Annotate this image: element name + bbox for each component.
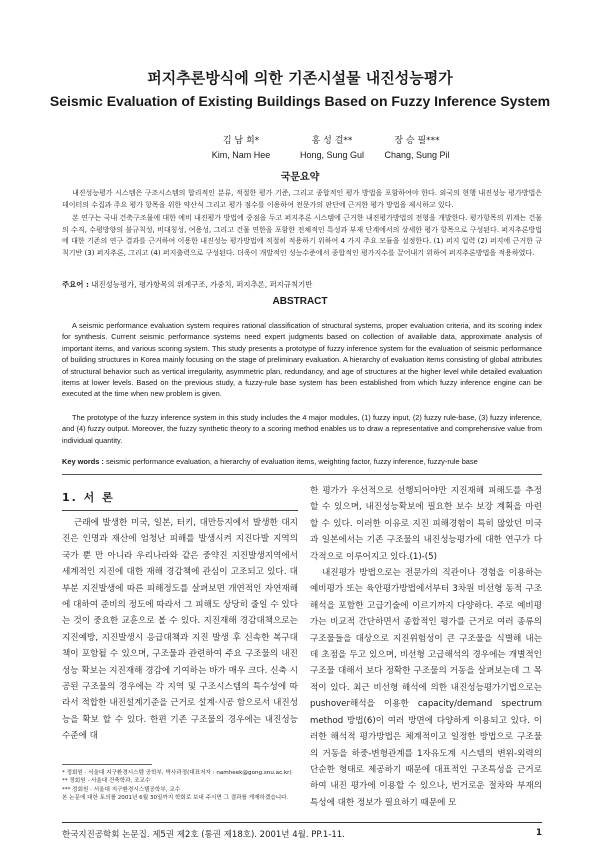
footnote-1: * 정회원 · 서울대 지구환경시스템 공학부, 박사과정(대표저자 : namheek@gong.snu.ac.kr) bbox=[62, 770, 292, 776]
section-divider bbox=[62, 474, 542, 475]
author-2-en: Hong, Sung Gul bbox=[299, 150, 365, 160]
footer-rule bbox=[62, 822, 542, 823]
footnote-rule bbox=[62, 764, 152, 765]
title-english: Seismic Evaluation of Existing Buildings Based on Fuzzy Inference System bbox=[49, 93, 551, 109]
keywords-en-text: seismic performance evaluation, a hierarchy of evaluation items, weighting factor, fuzzy inference, fuzzy-rule base bbox=[105, 457, 478, 466]
abstract-ko-paragraph-1: 내진성능평가 시스템은 구조시스템의 합리적인 분류, 적절한 평가 기준, 그리고 종합적인 평가 방법을 포함하여야 한다. 외국의 현행 내진성능 평가방법은 데이터의 수집과 주요 평가 항목을 위한 약산식 그리고 평가 점수를 이용하여 전문가의 판단에 근거한 평가 방법을 제시하고 있다. bbox=[62, 189, 542, 209]
abstract-en-heading: ABSTRACT bbox=[272, 296, 328, 307]
footnotes bbox=[62, 769, 298, 803]
abstract-en-paragraph-1: A seismic performance evaluation system requires rational classification of structural systems, proper evaluation criteria, and its scoring index for synthesis. Current seismic performance systems need expert judgments based on collection of available data, approximate analysis of important items, and various scoring system. This study presents a prototype of fuzzy inference system for the evaluation of seismic performance of building structures in Korea mainly focusing on the stage of preliminary evaluation. A hierarchy of evaluation items consisting of global attributes of structural behavior such as vertical irregularity, asymmetric plan, redundancy, and age of structures at the higher level while detailed evaluation items at lower levels. Based on the previous study, a fuzzy-rule base system has been established from which fuzzy inference engine can be executed at the time when new problem is given. bbox=[62, 321, 542, 399]
abstract-en-paragraph-2: The prototype of the fuzzy inference system in this study includes the 4 major modules, (1) fuzzy input, (2) fuzzy rule-base, (3) fuzzy inference, and (4) fuzzy output. Moreover, the fuzzy synthetic theory to a scoring method enables us to draw a representative and comprehensive value from individual quantity. bbox=[62, 413, 542, 445]
left-column bbox=[62, 515, 298, 745]
intro-heading-underline bbox=[62, 510, 298, 511]
body-paragraph: 근래에 발생한 미국, 일본, 터키, 대만등지에서 발생한 대지진은 인명과 재산에 엄청난 피해를 발생시켜 지진다발 지역의 국가 뿐 만 아니라 우리나라와 같은 중약진 지진발생지역에서 세계적인 지진에 대한 재해 경감책에 관심이 고조되고 있다. 대부분 지진발생에 따른 피해정도를 살펴보면 개연적인 자연재해에 대하여 준비의 정도에 따라서 그 피해도 상당히 줄일 수 있다는 것이 중요한 교훈으로 볼 수 있다. 지진재해 경감대책으로는 지진예방, 지진발생시 응급대책과 지진 발생 후 신속한 복구대책이 포함될 수 있으며, 구조물과 관련하여 주요 구조물의 내진성능 확보는 지진재해 경감에 기여하는 바가 매우 크다. 신축 시공된 구조물의 경우에는 각 지역 및 구조시스템의 특수성에 따라서 적합한 내진설계기준을 근거로 설계·시공 함으로서 내진성능을 확보 할 수 있다. 한편 기존 구조물의 경우에는 내진성능 수준에 대 bbox=[62, 518, 298, 742]
right-column bbox=[310, 483, 542, 811]
author-1-en: Kim, Nam Hee bbox=[211, 150, 271, 160]
keywords-ko bbox=[62, 279, 542, 290]
keywords-en-label: Key words : bbox=[62, 457, 104, 466]
body-paragraph: 한 평가가 우선적으로 선행되어야만 지진재해 피해도를 추정할 수 있으며, 내진성능확보에 필요한 보수 보강 계획을 마련할 수 있다. 이러한 이유로 지진 피해경험이 특히 많았던 미국과 일본에서는 기존 구조물의 내진성능평가에 대한 연구가 다각적으로 이루어지고 있다.(1)-(5) bbox=[310, 486, 542, 562]
journal-footer: 한국지진공학회 논문집. 제5권 제2호 (통권 제18호). 2001년 4월. PP.1-11. bbox=[62, 830, 345, 840]
title-korean: 퍼지추론방식에 의한 기존시설물 내진성능평가 bbox=[147, 69, 453, 87]
keywords-ko-label: 주요어 : bbox=[62, 280, 89, 289]
author-3-en: Chang, Sung Pil bbox=[384, 150, 450, 160]
abstract-ko-heading: 국문요약 bbox=[280, 172, 320, 183]
footnote-3: *** 정회원 · 서울대 지구환경시스템공학부, 교수 bbox=[62, 786, 181, 793]
author-3 bbox=[362, 134, 472, 162]
author-3-ko: 장 승 필*** bbox=[394, 136, 440, 146]
author-2-ko: 홍 성 걸** bbox=[311, 136, 353, 146]
keywords-ko-text: 내진성능평가, 평가항목의 위계구조, 가중치, 퍼지추론, 퍼지규칙기반 bbox=[91, 280, 313, 289]
footnote-4: 본 논문에 대한 토의를 2001년 6월 30일까지 학회로 보내 주시면 그 결과를 게재하겠습니다. bbox=[62, 795, 289, 802]
page-number: 1 bbox=[536, 828, 542, 838]
keywords-en bbox=[62, 456, 542, 467]
author-1-ko: 김 남 희* bbox=[222, 136, 260, 146]
abstract-ko-paragraph-2: 본 연구는 국내 건축구조물에 대한 예비 내진평가 방법에 중점을 두고 퍼지추론 시스템에 근거한 내진평가방법의 전형을 개발한다. 평가항목의 위계는 건물의 수직, 수평방향의 불규칙성, 비대칭성, 여용성, 그리고 건물 연한을 포함한 전체적인 특성과 부재 단계에서의 상세한 평가 항목으로 구성된다. 퍼지추론방법에 대한 기존의 연구 결과를 근거하여 이용한 내진성능 평가방법에 적절히 적용하기 위하여 4 가지 주요 모듈을 설정한다. (1) 퍼지 입력 (2) 퍼지에 근거한 규칙기반 (3) 퍼지추론, 그리고 (4) 퍼지출력으로 구성된다. 더욱이 개발적인 성능수준에서 종합적인 평가지수를 끌어내기 위하여 퍼지추론방법을 적용하였다. bbox=[62, 214, 542, 257]
body-paragraph: 내진평가 방법으로는 전문가의 직관이나 경험을 이용하는 예비평가 또는 육안평가방법에서부터 3차원 비선형 동적 구조해석을 포함한 고급기술에 이르기까지 다양하다. 주로 예비평가는 비교적 간단하면서 종합적인 평가를 근거로 여러 종류의 구조물들을 대상으로 지진위험성이 큰 구조물을 식별해 내는데 초점을 두고 있으며, 비선형 고급해석의 경우에는 개별적인 구조물 대해서 보다 정확한 구조물의 거동을 살펴보는데 그 목적이 있다. 최근 비선형 해석에 의한 내진성능평가기법으로는 pushover해석을 이용한 capacity/demand spectrum method 방법(6)이 여러 방면에 다양하게 이용되고 있다. 이러한 해석적 평가방법은 체계적이고 일정한 방법으로 구조물의 거동을 하중-변형관계를 1자유도계 시스템의 변위-외력의 단순한 형태로 제공하기 때문에 대표적인 구조특성을 근거로 하여 내진 평가에 이용할 수 있으나, 번거로운 절차와 부재의 특성에 대한 정보가 필요하기 때문에 모 bbox=[310, 568, 542, 808]
footnote-2: ** 정회원 · 서울대 건축학과, 조교수 bbox=[62, 778, 151, 785]
intro-heading: 1. 서 론 bbox=[62, 491, 115, 504]
